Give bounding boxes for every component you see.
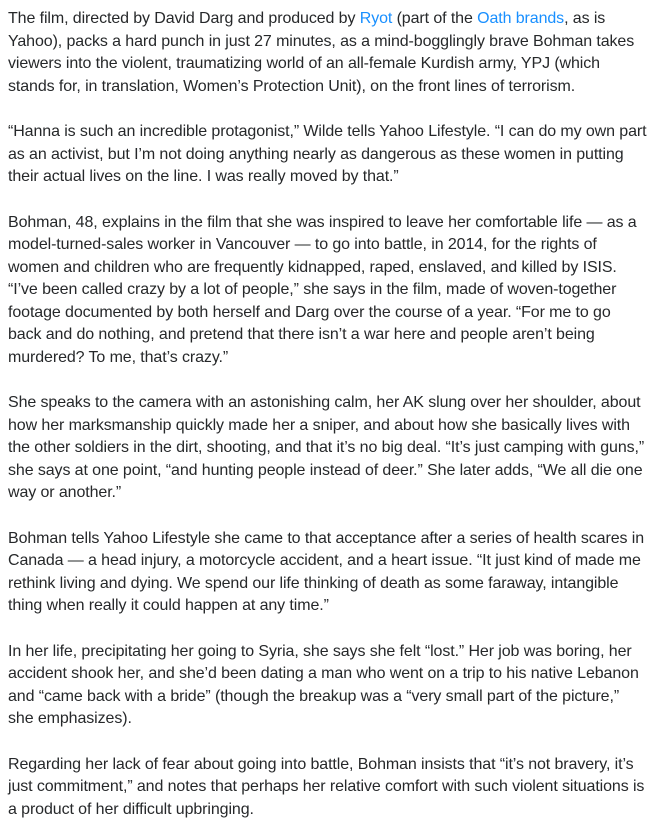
paragraph-5: Bohman tells Yahoo Lifestyle she came to that acceptance after a series of health scares in Canada — a head injury, a motorcycle accident, and a heart issue. “It just kind of made me rethink living and dying. We spend our life thinking of death as some faraway, intangible thing when really it could happen at any time.” <box>8 528 647 618</box>
paragraph-7: Regarding her lack of fear about going into battle, Bohman insists that “it’s not bravery, it’s just commitment,” and notes that perhaps her relative comfort with such violent situations is a product of her difficult upbringing. <box>8 754 647 821</box>
paragraph-1-text-b: (part of the <box>392 10 477 27</box>
paragraph-1 <box>8 8 647 98</box>
paragraph-4: She speaks to the camera with an astonishing calm, her AK slung over her shoulder, about how her marksmanship quickly made her a sniper, and about how she basically lives with the other soldiers in the dirt, shooting, and that it’s no big deal. “It’s just camping with guns,” she says at one point, “and hunting people instead of deer.” She later adds, “We all die one way or another.” <box>8 392 647 505</box>
oath-brands-link[interactable]: Oath brands <box>477 10 564 27</box>
paragraph-3: Bohman, 48, explains in the film that she was inspired to leave her comfortable life — as a model-turned-sales worker in Vancouver — to go into battle, in 2014, for the rights of women and children who are frequently kidnapped, raped, enslaved, and killed by ISIS. “I’ve been called crazy by a lot of people,” she says in the film, made of woven-together footage documented by both herself and Darg over the course of a year. “For me to go back and do nothing, and pretend that there isn’t a war here and people aren’t being murdered? To me, that’s crazy.” <box>8 212 647 370</box>
ryot-link[interactable]: Ryot <box>360 10 393 27</box>
paragraph-1-text-c: , as is Yahoo), packs a hard punch in just 27 minutes, as a mind-bogglingly brave Bohman takes viewers into the violent, traumatizing world of an all-female Kurdish army, YPJ (which stands for, in translation, Women’s Protection Unit), on the front lines of terrorism. <box>8 10 634 95</box>
paragraph-1-text-a: The film, directed by David Darg and produced by <box>8 10 360 27</box>
paragraph-2: “Hanna is such an incredible protagonist,” Wilde tells Yahoo Lifestyle. “I can do my own part as an activist, but I’m not doing anything nearly as dangerous as these women in putting their actual lives on the line. I was really moved by that.” <box>8 121 647 189</box>
paragraph-6: In her life, precipitating her going to Syria, she says she felt “lost.” Her job was boring, her accident shook her, and she’d been dating a man who went on a trip to his native Lebanon and “came back with a bride” (though the breakup was a “very small part of the picture,” she emphasizes). <box>8 641 647 731</box>
